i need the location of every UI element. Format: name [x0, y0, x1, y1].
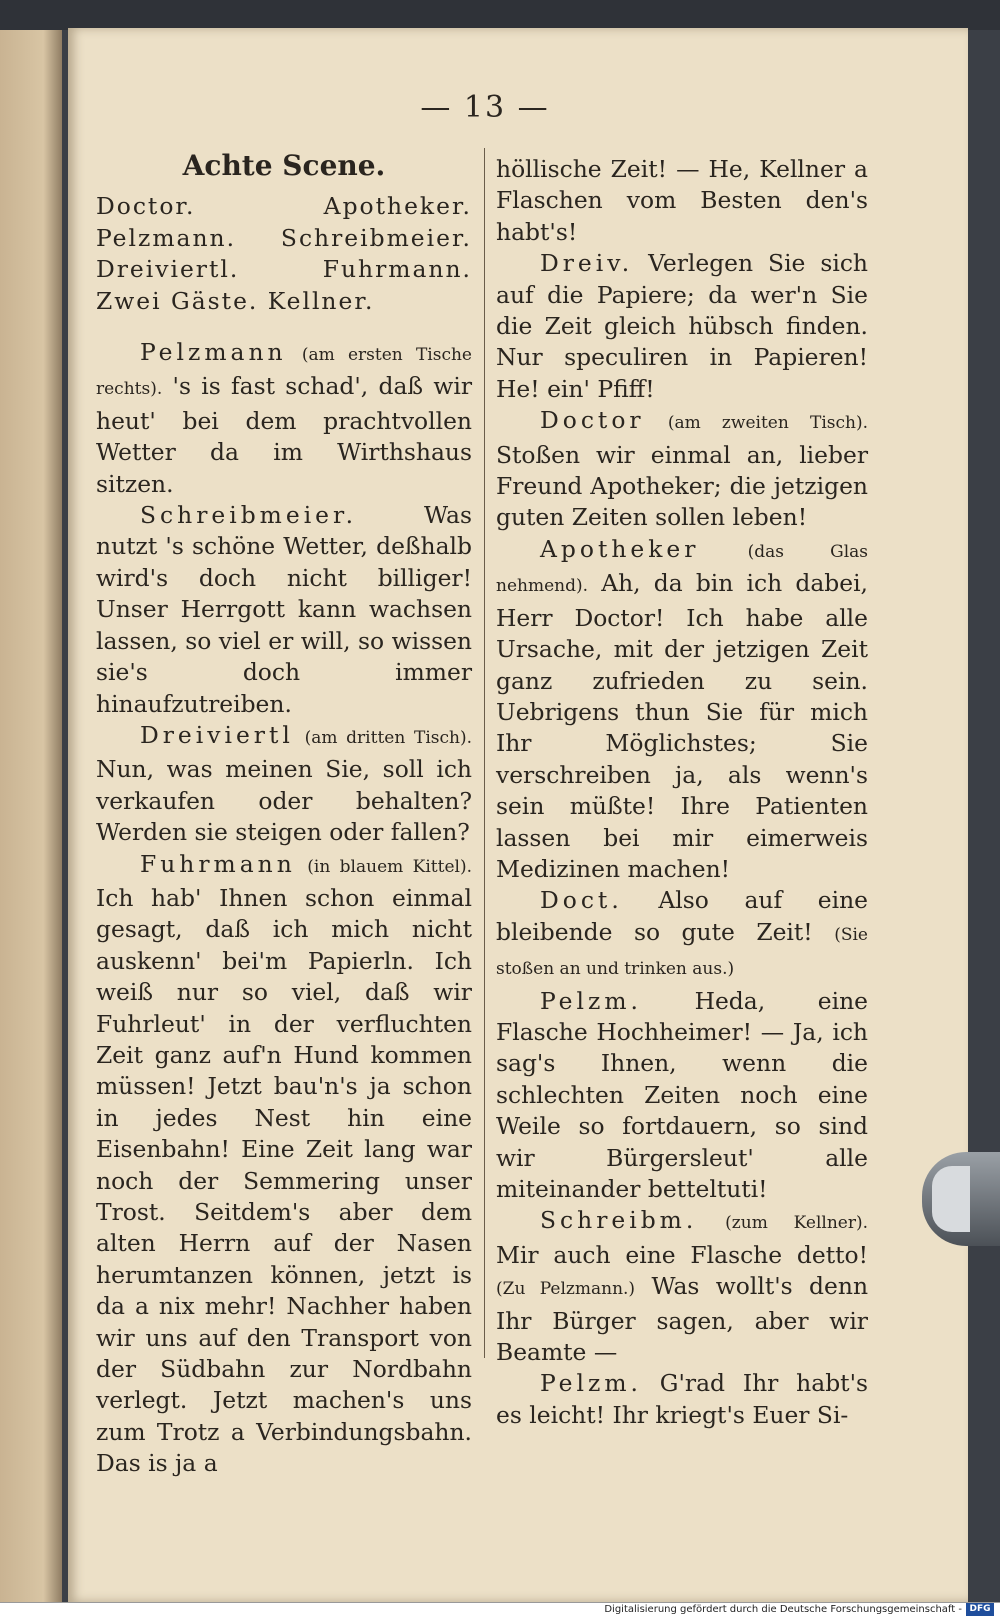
stage-direction: (Zu Pelzmann.)	[496, 1279, 636, 1300]
left-column	[96, 150, 472, 1480]
stage-direction: (am ersten Tische rechts).	[96, 345, 472, 400]
speech-doctor-2	[496, 885, 868, 985]
stage-direction: (das Glas nehmend).	[496, 541, 869, 597]
speech-text: Stoßen wir einmal an, lieber Freund Apotheker; die jetzigen guten Zeiten sollen leben!	[496, 440, 868, 532]
speaker-name: Pelzm.	[540, 1369, 642, 1398]
adjacent-page-edge	[0, 30, 62, 1602]
cast-list: Doctor. Apotheker. Pelzmann. Schreibmeier. Dreiviertl. Fuhrmann. Zwei Gäste. Kellner.	[96, 192, 472, 315]
stage-direction: (Sie stoßen an und trinken aus.)	[496, 924, 868, 980]
speech-doctor	[496, 405, 868, 534]
stage-direction: (am zweiten Tisch).	[667, 413, 868, 434]
stage-direction: (am dritten Tisch).	[304, 727, 472, 748]
speech-schreibmeier	[96, 500, 472, 720]
scene-heading: Achte Scene.	[182, 149, 386, 182]
dfg-logo: DFG	[966, 1603, 994, 1616]
speaker-name: Pelzm.	[540, 986, 642, 1015]
speech-dreiviertl	[96, 720, 472, 849]
speaker-name: Schreibm.	[540, 1206, 698, 1235]
speech-text: G'rad Ihr habt's es leicht! Ihr kriegt's Euer Si-	[496, 1369, 868, 1429]
speech-dreiviertl	[496, 248, 868, 405]
speaker-name: Apotheker	[540, 534, 700, 563]
speech-pelzmann-3	[496, 1368, 868, 1431]
speech-text: Was nutzt 's schöne Wetter, deßhalb wird's doch nicht billiger! Unser Herrgott kann wachsen lassen, so viel er will, so wissen sie's doch immer hinaufzutreiben.	[96, 501, 472, 718]
speaker-name: Fuhrmann	[140, 849, 296, 878]
speech-fuhrmann	[96, 849, 472, 1480]
speaker-name: Pelzmann	[140, 338, 287, 367]
footer-credit: Digitalisierung gefördert durch die Deutsche Forschungsgemeinschaft -	[604, 1604, 962, 1615]
speech-text: Was wollt's denn Ihr Bürger sagen, aber wir Beamte —	[496, 1272, 869, 1367]
speech-text: Verlegen Sie sich auf die Papiere; da wer'n Sie die Zeit gleich hübsch finden. Nur speculiren in Papieren! He! ein' Pfiff!	[496, 249, 868, 403]
speech-text: Heda, eine Flasche Hochheimer! — Ja, ich sag's Ihnen, wenn die schlechten Zeiten noch eine Weile so fortdauern, so sind wir Bürgersleut' alle miteinander betteltuti!	[496, 986, 868, 1203]
speaker-name: Doctor	[540, 406, 645, 435]
speaker-name: Dreiv.	[540, 249, 634, 278]
speaker-name: Doct.	[540, 886, 623, 915]
speech-pelzmann-2	[496, 986, 868, 1206]
speech-pelzmann	[96, 337, 472, 500]
right-column	[496, 154, 868, 1431]
scan-frame-top	[0, 0, 1000, 30]
speech-text: Mir auch eine Flasche detto!	[496, 1240, 868, 1269]
speech-text: Ich hab' Ihnen schon einmal gesagt, daß ich mich nicht auskenn' bei'm Papierln. Ich weiß nur so viel, daß wir Fuhrleut' in der verfluchten Zeit ganz auf'n Hund kommen müssen! Jetzt bau'n's ja schon in jedes Nest hin eine Eisenbahn! Eine Zeit lang war noch der Semmering unser Trost. Seitdem's aber dem alten Herrn auf der Nasen herumtanzen können, jetzt is da a nix mehr! Nachher haben wir uns auf den Transport von der Südbahn zur Nordbahn verlegt. Jetzt machen's uns zum Trotz a Verbindungsbahn. Das is ja a	[96, 883, 472, 1478]
speech-continuation: höllische Zeit! — He, Kellner a Flaschen vom Besten den's habt's!	[496, 155, 868, 246]
stage-direction: (in blauem Kittel).	[307, 856, 473, 877]
speech-text: Nun, was meinen Sie, soll ich verkaufen oder behalten? Werden sie steigen oder fallen?	[96, 755, 472, 847]
page-turn-handle-inner	[932, 1166, 970, 1232]
speech-text: Also auf eine bleibende so gute Zeit!	[496, 886, 868, 946]
speech-text: Ah, da bin ich dabei, Herr Doctor! Ich habe alle Ursache, mit der jetzigen Zeit ganz zufrieden zu sein. Uebrigens thun Sie für mich Ihr Möglichstes; Sie verschreiben ja, als wenn's sein müßte! Ihre Patienten lassen bei mir eimerweis Medizinen machen!	[496, 569, 868, 883]
column-divider	[484, 148, 485, 1358]
speech-schreibmeier-2	[496, 1205, 868, 1368]
page-number: — 13 —	[420, 90, 550, 125]
speech-text: 's is fast schad', daß wir heut' bei dem prachtvollen Wetter da im Wirthshaus sitzen.	[96, 372, 473, 498]
speaker-name: Schreibmeier.	[140, 501, 358, 530]
stage-direction: (zum Kellner).	[725, 1213, 868, 1234]
speaker-name: Dreiviertl	[140, 720, 294, 749]
speech-apotheker	[496, 534, 868, 885]
